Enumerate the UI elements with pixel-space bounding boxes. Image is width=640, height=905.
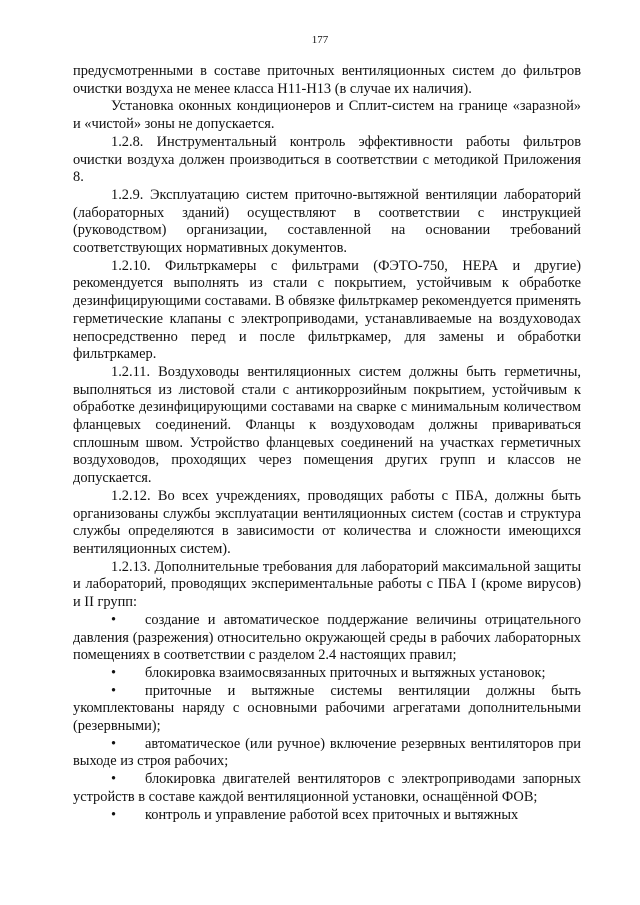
bullet-list-item — [73, 736, 581, 771]
paragraph-1-2-9: 1.2.9. Эксплуатацию систем приточно-вытяжной вентиляции лабораторий (лабораторных зданий) осуществляют в соответствии с инструкцией (руководством) организации, составленной на основании требований соответствующих нормативных документов. — [73, 186, 581, 257]
bullet-list-item — [73, 612, 581, 665]
page-number: 177 — [311, 34, 329, 46]
paragraph-1-2-10: 1.2.10. Фильтркамеры с фильтрами (ФЭТО-750, НЕРА и другие) рекомендуется выполнять из стали с покрытием, устойчивым к обработке дезинфицирующими составами. В обвязке фильтркамер рекомендуется применять герметические клапаны с электроприводами, устанавливаемые на воздуховодах непосредственно перед и после фильтркамер, для замены и обработки фильтркамер. — [73, 257, 581, 363]
bullet-list-item — [73, 665, 581, 683]
bullet-text: создание и автоматическое поддержание величины отрицательного давления (разрежения) относительно окружающей среды в рабочих лабораторных помещениях в соответствии с разделом 2.4 настоящих правил; — [73, 611, 581, 664]
bullet-list-item — [73, 683, 581, 736]
bullet-icon: • — [111, 806, 117, 823]
bullet-text: блокировка взаимосвязанных приточных и вытяжных установок; — [145, 664, 546, 681]
bullet-icon: • — [111, 664, 117, 681]
paragraph-1-2-12: 1.2.12. Во всех учреждениях, проводящих работы с ПБА, должны быть организованы службы эксплуатации вентиляционных систем (состав и структура службы определяются в зависимости от количества и сложности имеющихся вентиляционных систем). — [73, 487, 581, 557]
document-body — [73, 63, 581, 824]
bullet-icon: • — [111, 682, 117, 699]
bullet-icon: • — [111, 771, 117, 788]
paragraph-1-2-11: 1.2.11. Воздуховоды вентиляционных систем должны быть герметичны, выполняться из листовой стали с антикоррозийным покрытием, устойчивым к обработке дезинфицирующими составами на сварке с минимальным количеством фланцевых соединений. Фланцы к воздуховодам должны привариваться сплошным швом. Устройство фланцевых соединений на участках герметичных воздуховодов, проходящих через помещения других групп и классов не допускается. — [73, 363, 581, 487]
bullet-text: контроль и управление работой всех приточных и вытяжных — [145, 806, 519, 823]
bullet-list-item — [73, 771, 581, 806]
paragraph-1-2-8: 1.2.8. Инструментальный контроль эффективности работы фильтров очистки воздуха должен производиться в соответствии с методикой Приложения 8. — [73, 133, 581, 186]
bullet-text: приточные и вытяжные системы вентиляции должны быть укомплектованы наряду с основными рабочими агрегатами дополнительными (резервными); — [73, 682, 581, 735]
bullet-text: блокировка двигателей вентиляторов с электроприводами запорных устройств в составе каждой вентиляционной установки, оснащённой ФОВ; — [73, 771, 581, 805]
paragraph: предусмотренными в составе приточных вентиляционных систем до фильтров очистки воздуха не менее класса Н11-Н13 (в случае их наличия). — [73, 63, 581, 97]
paragraph-1-2-13: 1.2.13. Дополнительные требования для лабораторий максимальной защиты и лабораторий, проводящих экспериментальные работы с ПБА I (кроме вирусов) и II групп: — [73, 558, 581, 611]
bullet-icon: • — [111, 735, 117, 752]
bullet-list-item — [73, 807, 581, 825]
paragraph: Установка оконных кондиционеров и Сплит-систем на границе «заразной» и «чистой» зоны не допускается. — [73, 98, 581, 133]
bullet-icon: • — [111, 611, 117, 628]
bullet-text: автоматическое (или ручное) включение резервных вентиляторов при выходе из строя рабочих; — [73, 735, 581, 770]
